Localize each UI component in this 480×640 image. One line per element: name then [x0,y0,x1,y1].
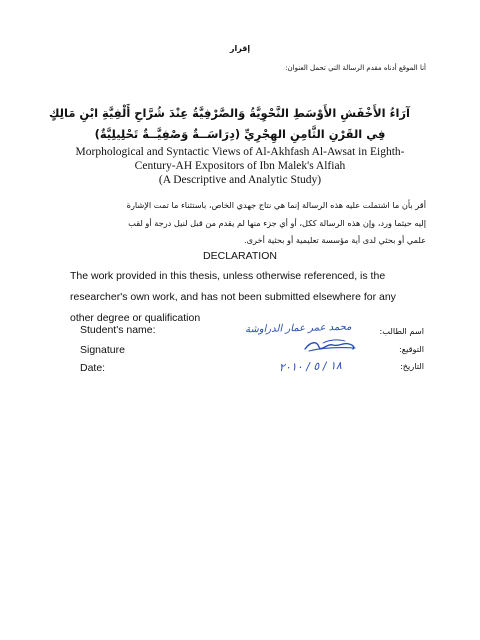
date-label: Date: [80,362,106,374]
declaration-heading: DECLARATION [203,250,277,262]
student-name-label-arabic: اسم الطالب: [379,326,424,336]
arabic-title-line-1: آرَاءُ الأَخْفَشِ الأَوْسَطِ النَّحْوِيَّةُ وَالصَّرْفِيَّةُ عِنْدَ شُرَّاحِ أَلْفِيَّةِ ابْنِ مَالِكٍ [48,106,410,120]
arabic-declaration-line-1: أقر بأن ما اشتملت عليه هذه الرسالة إنما هي نتاج جهدي الخاص، باستثناء ما تمت الإشارة [126,200,426,210]
arabic-intro: أنا الموقع أدناه مقدم الرسالة التي تحمل العنوان: [285,64,426,72]
handwritten-date: ١٨ / ٥ / ٢٠١٠ [278,358,343,375]
english-title-line-2: Century-AH Expositors of Ibn Malek's Alfiah [134,160,346,172]
english-title [74,145,406,187]
signature-label: Signature [80,344,125,356]
declaration-text-line-1: The work provided in this thesis, unless otherwise referenced, is the [70,270,386,282]
arabic-declaration-line-3: علمي أو بحثي لدى أية مؤسسة تعليمية أو بحثية أخرى. [244,235,426,245]
signature-label-arabic: التوقيع: [399,344,424,354]
english-title-line-3: (A Descriptive and Analytic Study) [158,174,322,186]
english-title-line-1: Morphological and Syntactic Views of Al-Akhfash Al-Awsat in Eighth- [75,146,405,158]
declaration-text-line-3: other degree or qualification [70,312,201,324]
handwritten-signature [303,337,357,355]
declaration-text [70,266,426,329]
arabic-declaration-line-2: إليه حيثما ورد، وإن هذه الرسالة ككل، أو أي جزء منها لم يقدم من قبل لنيل درجة أو لقب [128,217,426,228]
handwritten-student-name: محمد عمر عمار الدراوشة [245,321,353,336]
arabic-title-line-2: فِي القَرْنِ الثَّامِنِ الهِجْرِيِّ (دِرَاسَــةٌ وَصْفِيَّــةٌ تَحْلِيلِيَّةٌ) [94,127,386,141]
student-name-label: Student's name: [80,324,156,336]
declaration-text-line-2: researcher's own work, and has not been submitted elsewhere for any [70,291,396,303]
arabic-declaration [54,197,426,250]
arabic-header: إقرار [229,44,251,53]
date-label-arabic: التاريخ: [399,361,424,371]
